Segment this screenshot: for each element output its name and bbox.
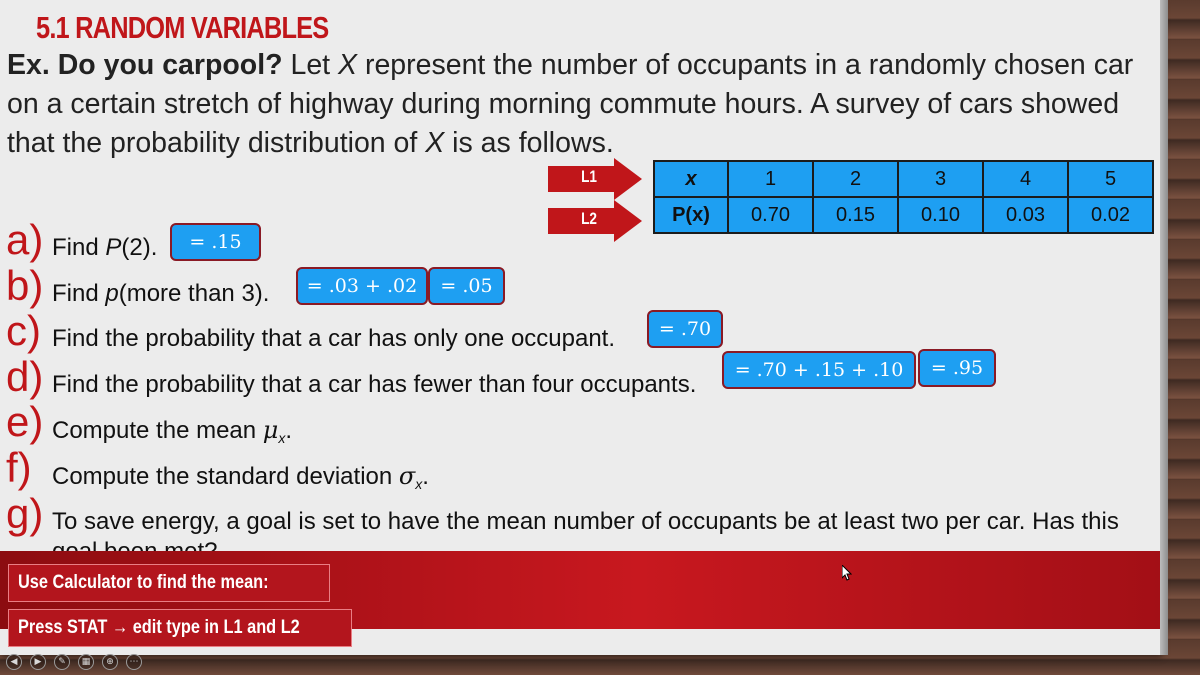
question-text: Find p(more than 3). [52,280,270,307]
question-text: Find the probability that a car has fewer than four occupants. [52,371,697,398]
table-cell: 0.70 [728,197,813,233]
table-cell: 0.10 [898,197,983,233]
intro-let: Let [282,49,339,81]
more-options-icon[interactable]: ⋯ [126,654,142,670]
slides-grid-icon[interactable]: ▦ [78,654,94,670]
intro-paragraph [7,46,1157,163]
table-cell: 0.15 [813,197,898,233]
mouse-cursor-icon [842,565,852,581]
table-header-x: x [654,161,728,197]
table-cell: 0.02 [1068,197,1153,233]
slide-edge [1160,0,1168,655]
question-letter: a) [6,216,44,263]
answer-d-sum-box: = .70 + .15 + .10 [722,351,916,389]
question-letter: c) [6,307,41,354]
question-letter: d) [6,353,44,400]
arrow-l2-label: L2 [581,209,597,228]
answer-a-box: = .15 [170,223,261,261]
arrow-l1-label: L1 [581,167,597,186]
question-letter: g) [6,490,44,537]
calculator-instruction-1: Use Calculator to find the mean: [8,564,330,602]
intro-var2: X [425,127,445,159]
previous-slide-icon[interactable]: ◀ [6,654,22,670]
arrow-l1 [548,158,644,200]
arrow-l2 [548,200,644,242]
table-cell: 1 [728,161,813,197]
question-text: Compute the mean $\mu_x$. [52,416,293,446]
table-row-x [654,161,1153,197]
intro-lead: Ex. Do you carpool? [7,49,283,81]
question-text: Find P(2). [52,234,158,261]
answer-b-result-box: = .05 [428,267,505,305]
player-controls [6,654,142,670]
distribution-table [653,160,1154,234]
question-letter: e) [6,398,44,445]
calculator-instruction-2: Press STAT → edit type in L1 and L2 [8,609,352,647]
next-slide-icon[interactable]: ▶ [30,654,46,670]
table-cell: 4 [983,161,1068,197]
question-letter: b) [6,262,44,309]
table-cell: 5 [1068,161,1153,197]
question-text: Compute the standard deviation $\sigma_x$. [52,462,429,492]
table-header-px: P(x) [654,197,728,233]
table-cell: 0.03 [983,197,1068,233]
intro-end: is as follows. [444,127,614,159]
intro-mid: represent the number of occupants in a randomly chosen car on a certain stretch of highway during morning commute hours. A survey of cars showed that the probability distribution of [7,49,1134,159]
answer-c-box: = .70 [647,310,723,348]
question-text: To save energy, a goal is set to have the mean number of occupants be at least two per car. Has this [52,508,1119,535]
answer-d-result-box: = .95 [918,349,996,387]
question-letter: f) [6,444,32,491]
answer-b-sum-box: = .03 + .02 [296,267,428,305]
table-cell: 3 [898,161,983,197]
slide-title: 5.1 RANDOM VARIABLES [36,10,329,45]
table-cell: 2 [813,161,898,197]
intro-var: X [338,49,358,81]
zoom-icon[interactable]: ⊕ [102,654,118,670]
table-row-px [654,197,1153,233]
pen-icon[interactable]: ✎ [54,654,70,670]
question-text: Find the probability that a car has only one occupant. [52,325,616,352]
